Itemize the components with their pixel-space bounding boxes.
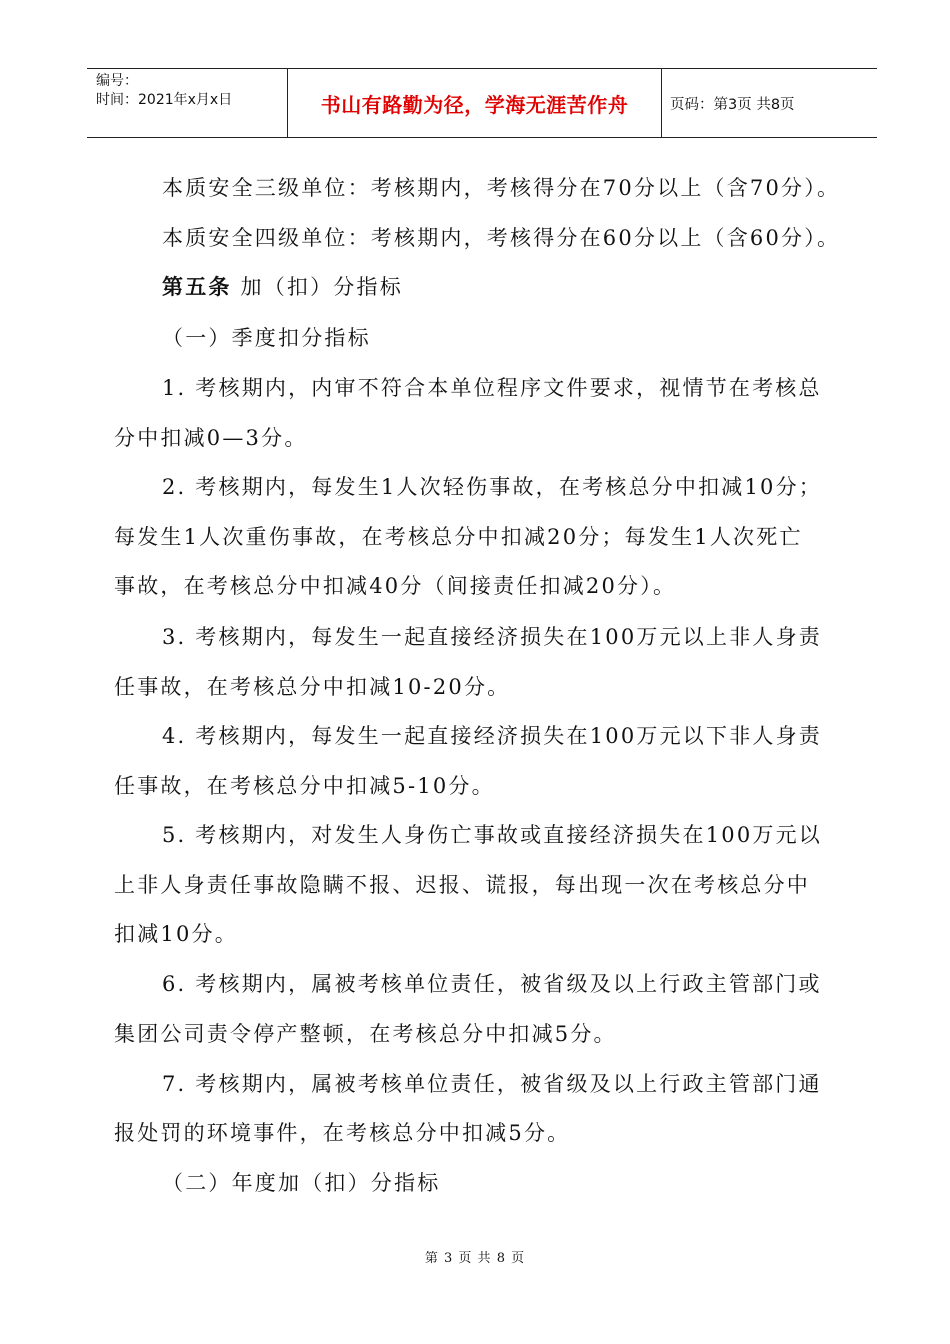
text-line: 任事故，在考核总分中扣减5-10分。 (114, 774, 495, 798)
header-page-info: 页码：第3页 共8页 (670, 96, 795, 113)
text-line: 任事故，在考核总分中扣减10-20分。 (114, 675, 511, 699)
text-line: 分中扣减0—3分。 (114, 426, 308, 450)
text-line: 5. 考核期内，对发生人身伤亡事故或直接经济损失在100万元以 (162, 823, 822, 847)
header-motto: 书山有路勤为径，学海无涯苦作舟 (288, 69, 662, 137)
article-label: 第五条 (162, 275, 232, 299)
article-title: 加（扣）分指标 (240, 275, 403, 299)
text-line: 事故，在考核总分中扣减40分（间接责任扣减20分）。 (114, 574, 677, 598)
text-line: 2. 考核期内，每发生1人次轻伤事故，在考核总分中扣减10分； (162, 475, 822, 499)
page-header (87, 68, 877, 138)
text-line: 报处罚的环境事件，在考核总分中扣减5分。 (114, 1121, 571, 1145)
text-line: 6. 考核期内，属被考核单位责任，被省级及以上行政主管部门或 (162, 972, 822, 996)
text-line: 1. 考核期内，内审不符合本单位程序文件要求，视情节在考核总 (162, 376, 822, 400)
page-footer: 第 3 页 共 8 页 (424, 1251, 526, 1266)
text-line: 本质安全三级单位：考核期内，考核得分在70分以上（含70分）。 (162, 176, 841, 200)
text-line: 7. 考核期内，属被考核单位责任，被省级及以上行政主管部门通 (162, 1072, 822, 1096)
text-line: 扣减10分。 (114, 922, 238, 946)
text-line: 每发生1人次重伤事故，在考核总分中扣减20分；每发生1人次死亡 (114, 525, 803, 549)
article-heading (162, 271, 950, 301)
text-line: 本质安全四级单位：考核期内，考核得分在60分以上（含60分）。 (162, 226, 841, 250)
text-line: 集团公司责令停产整顿，在考核总分中扣减5分。 (114, 1022, 617, 1046)
number-label: 编号： (96, 73, 138, 89)
text-line: 4. 考核期内，每发生一起直接经济损失在100万元以下非人身责 (162, 724, 822, 748)
text-line: 上非人身责任事故隐瞒不报、迟报、谎报，每出现一次在考核总分中 (114, 873, 810, 897)
section-heading: （一）季度扣分指标 (162, 326, 371, 350)
header-meta (87, 69, 288, 137)
section-heading: （二）年度加（扣）分指标 (162, 1171, 441, 1195)
time-label: 时间：2021年x月x日 (96, 92, 233, 108)
text-line: 3. 考核期内，每发生一起直接经济损失在100万元以上非人身责 (162, 625, 822, 649)
